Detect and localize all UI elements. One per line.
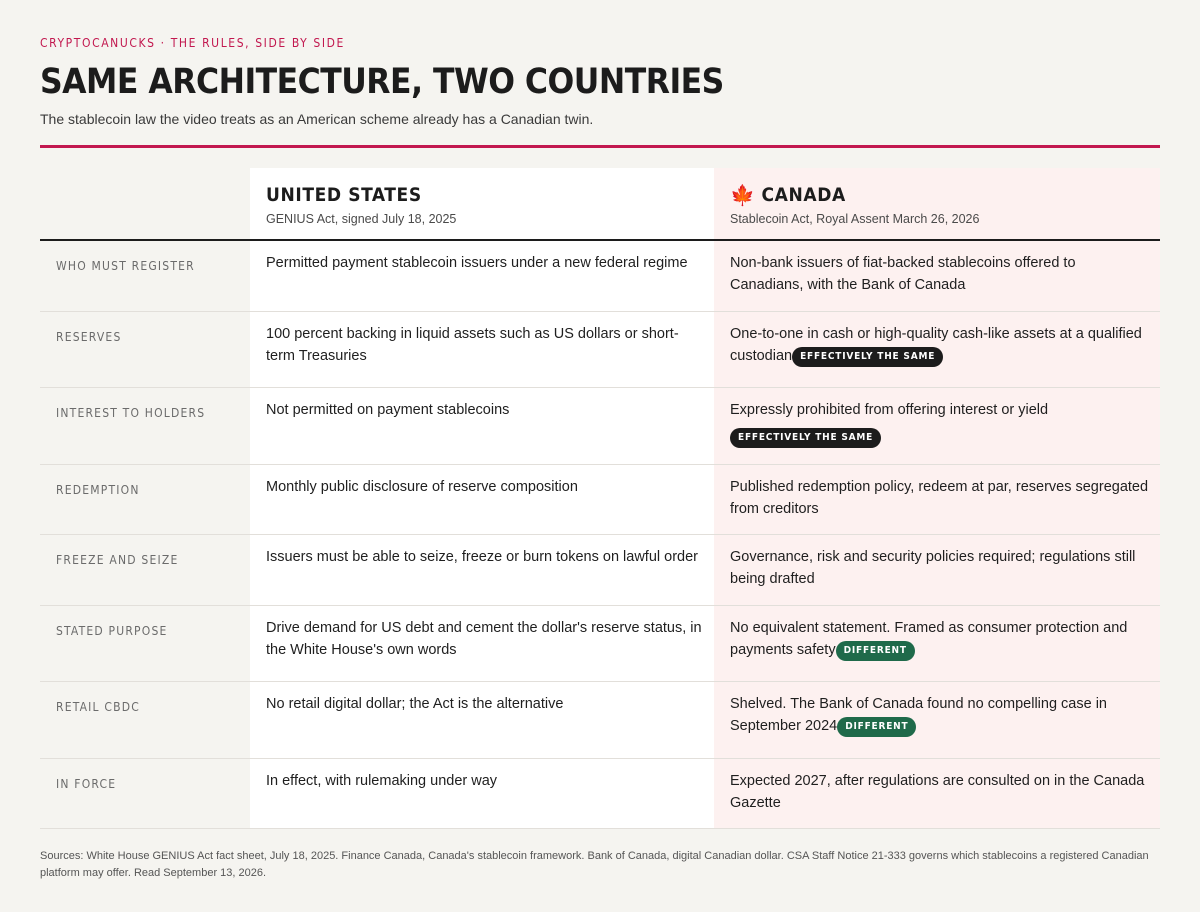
us-cell: 100 percent backing in liquid assets such as US dollars or short-term Treasuries [266, 326, 679, 364]
canada-cell-text: One-to-one in cash or high-quality cash-like assets at a qualified custodian [730, 326, 1142, 364]
us-cell: Not permitted on payment stablecoins [266, 402, 510, 418]
page-subtitle: The stablecoin law the video treats as an American scheme already has a Canadian twin. [40, 111, 594, 127]
table-row [40, 241, 1160, 312]
us-law-name: GENIUS Act, signed July 18, 2025 [266, 212, 457, 226]
table-row [40, 465, 1160, 535]
effectively-same-badge: EFFECTIVELY THE SAME [792, 347, 943, 367]
maple-leaf-icon: 🍁 [730, 183, 756, 207]
canada-cell [730, 324, 1152, 367]
canada-law-name: Stablecoin Act, Royal Assent March 26, 2026 [730, 212, 980, 226]
canada-country-heading [730, 184, 979, 206]
canada-cell [730, 547, 1152, 590]
canada-cell-text: Expected 2027, after regulations are consulted on in the Canada Gazette [730, 773, 1145, 811]
different-badge: DIFFERENT [836, 641, 915, 661]
different-badge: DIFFERENT [837, 717, 916, 737]
us-column-header [266, 168, 456, 240]
row-label: RETAIL CBDC [56, 700, 140, 714]
row-label: INTEREST TO HOLDERS [56, 406, 206, 420]
row-label: FREEZE AND SEIZE [56, 553, 179, 567]
sources-note: Sources: White House GENIUS Act fact sheet, July 18, 2025. Finance Canada, Canada's stablecoin framework. Bank of Canada, digital Canadian dollar. CSA Staff Notice 21-333 governs which stablecoins a registered Canadian platform may offer. Read September 13, 2026. [40, 850, 1149, 879]
table-row [40, 535, 1160, 606]
us-cell: Drive demand for US debt and cement the dollar's reserve status, in the White House's own words [266, 620, 702, 658]
row-label: WHO MUST REGISTER [56, 259, 195, 273]
accent-divider [40, 145, 1160, 148]
row-label: STATED PURPOSE [56, 624, 168, 638]
canada-cell-text: No equivalent statement. Framed as consumer protection and payments safety [730, 620, 1128, 658]
comparison-table [40, 241, 1160, 829]
kicker: CRYPTOCANUCKS · THE RULES, SIDE BY SIDE [40, 36, 345, 50]
row-label: REDEMPTION [56, 483, 140, 497]
us-country-name: UNITED STATES [266, 184, 422, 206]
canada-column-header [730, 168, 979, 240]
table-row [40, 388, 1160, 465]
table-row [40, 759, 1160, 829]
table-row [40, 312, 1160, 388]
effectively-same-badge: EFFECTIVELY THE SAME [730, 428, 881, 448]
table-row [40, 606, 1160, 682]
us-cell: No retail digital dollar; the Act is the alternative [266, 696, 564, 712]
page-title: SAME ARCHITECTURE, TWO COUNTRIES [40, 62, 724, 102]
us-cell: Permitted payment stablecoin issuers under a new federal regime [266, 255, 688, 271]
row-label: RESERVES [56, 330, 122, 344]
row-label: IN FORCE [56, 777, 117, 791]
us-cell: In effect, with rulemaking under way [266, 773, 498, 789]
canada-cell-text: Published redemption policy, redeem at par, reserves segregated from creditors [730, 479, 1149, 517]
canada-cell-text: Non-bank issuers of fiat-backed stablecoins offered to Canadians, with the Bank of Canada [730, 255, 1076, 293]
us-cell: Monthly public disclosure of reserve composition [266, 479, 578, 495]
table-row [40, 682, 1160, 759]
canada-cell [730, 771, 1152, 814]
canada-cell [730, 400, 1152, 448]
us-cell: Issuers must be able to seize, freeze or burn tokens on lawful order [266, 549, 698, 565]
canada-cell [730, 253, 1152, 296]
canada-cell [730, 618, 1152, 661]
canada-cell-text: Governance, risk and security policies required; regulations still being drafted [730, 549, 1136, 587]
canada-cell [730, 694, 1152, 737]
canada-cell [730, 477, 1152, 520]
canada-cell-text: Expressly prohibited from offering interest or yield [730, 402, 1049, 418]
canada-country-name: CANADA [761, 184, 846, 206]
canada-cell-text: Shelved. The Bank of Canada found no compelling case in September 2024 [730, 696, 1107, 734]
